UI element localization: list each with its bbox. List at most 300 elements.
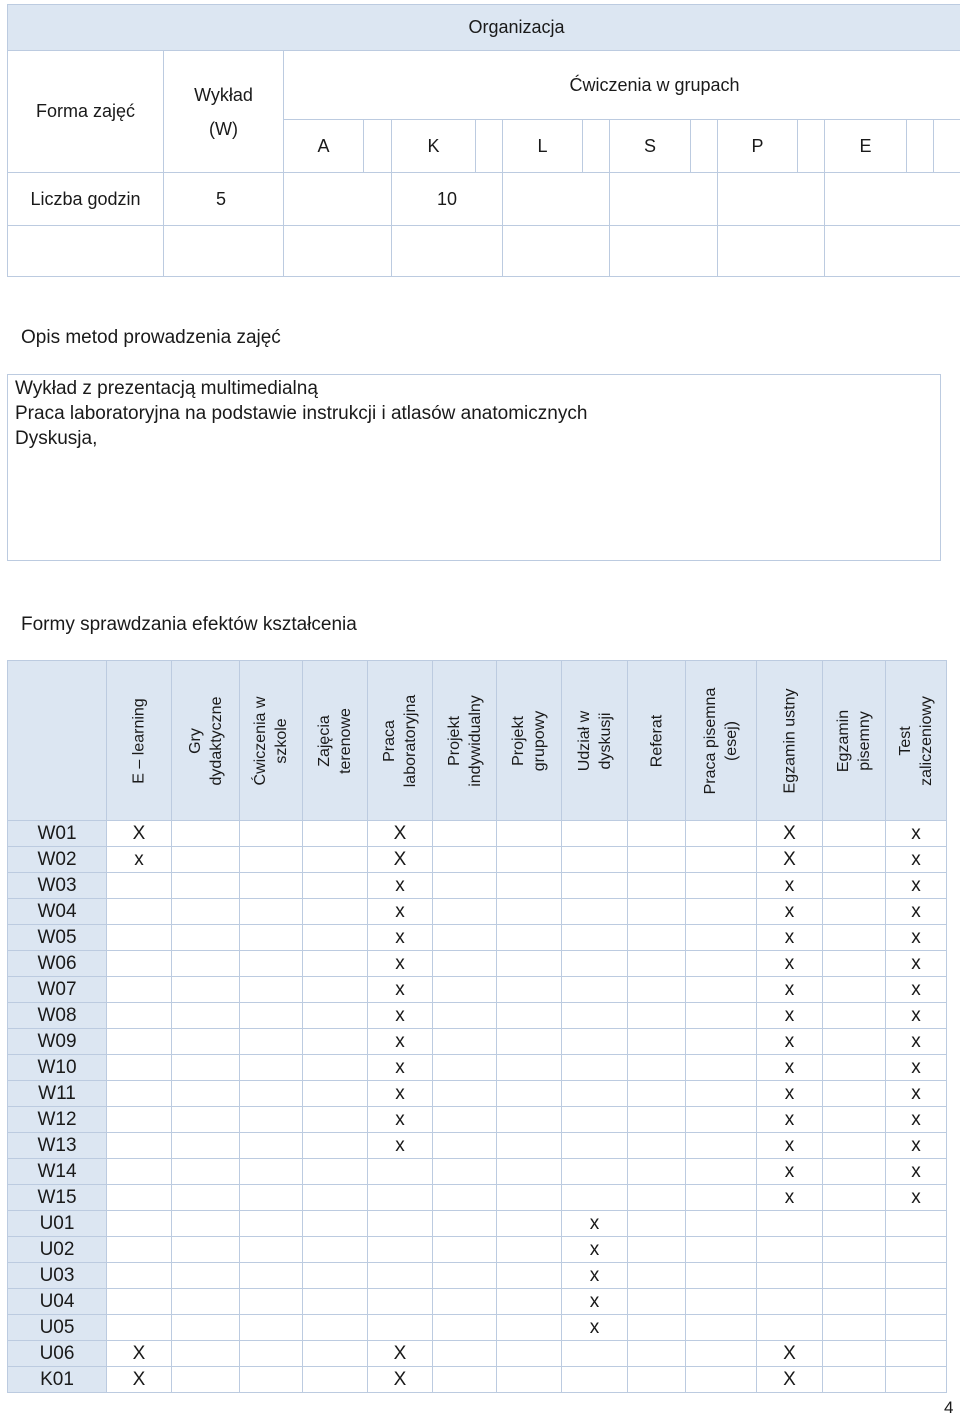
mark-cell [757, 1237, 823, 1263]
mark-cell [172, 1237, 240, 1263]
table-row [8, 1367, 947, 1393]
mark-cell [172, 1055, 240, 1081]
mark-cell [628, 1263, 686, 1289]
mark-cell: x [562, 1211, 628, 1237]
mark-cell: X [107, 1341, 172, 1367]
mark-cell [368, 1185, 433, 1211]
mark-cell [107, 1237, 172, 1263]
mark-cell [823, 1159, 886, 1185]
organizacja-table [7, 4, 960, 277]
mark-cell [823, 847, 886, 873]
mark-cell [628, 847, 686, 873]
mark-cell: x [886, 1029, 947, 1055]
mark-cell: x [757, 1081, 823, 1107]
column-header-label: Praca laboratoryjna [381, 694, 419, 787]
mark-cell: x [368, 951, 433, 977]
mark-cell [823, 1081, 886, 1107]
mark-cell [240, 1315, 303, 1341]
mark-cell [823, 1211, 886, 1237]
mark-cell [107, 1159, 172, 1185]
mark-cell [433, 847, 497, 873]
mark-cell [497, 1185, 562, 1211]
mark-cell [172, 1211, 240, 1237]
mark-cell [172, 1107, 240, 1133]
corner-cell [8, 661, 107, 821]
mark-cell [240, 1133, 303, 1159]
row-label: W09 [8, 1029, 107, 1055]
mark-cell [628, 1133, 686, 1159]
mark-cell [240, 1003, 303, 1029]
mark-cell: x [107, 847, 172, 873]
column-header [368, 661, 433, 821]
mark-cell: x [368, 1081, 433, 1107]
row-label: W06 [8, 951, 107, 977]
mark-cell [303, 1003, 368, 1029]
mark-cell [107, 951, 172, 977]
row-label: W13 [8, 1133, 107, 1159]
mark-cell: X [368, 847, 433, 873]
mark-cell [757, 1289, 823, 1315]
mark-cell: x [886, 899, 947, 925]
mark-cell [172, 821, 240, 847]
mark-cell [172, 1185, 240, 1211]
mark-cell [433, 1211, 497, 1237]
mark-cell [757, 1263, 823, 1289]
mark-cell [562, 1081, 628, 1107]
mark-cell [628, 951, 686, 977]
mark-cell [240, 1367, 303, 1393]
mark-cell: x [757, 899, 823, 925]
mark-cell: x [562, 1315, 628, 1341]
mark-cell: X [368, 1341, 433, 1367]
mark-cell [433, 1159, 497, 1185]
table-row [8, 1107, 947, 1133]
table-row [8, 1159, 947, 1185]
mark-cell [172, 1263, 240, 1289]
column-header [497, 661, 562, 821]
mark-cell [433, 1029, 497, 1055]
mark-cell [562, 1133, 628, 1159]
mark-cell [240, 1107, 303, 1133]
mark-cell [433, 925, 497, 951]
mark-cell [240, 925, 303, 951]
mark-cell [562, 847, 628, 873]
mark-cell [686, 821, 757, 847]
mark-cell [562, 821, 628, 847]
mark-cell [686, 1289, 757, 1315]
mark-cell [628, 873, 686, 899]
table-row [8, 873, 947, 899]
row-label: W02 [8, 847, 107, 873]
row-label: W08 [8, 1003, 107, 1029]
mark-cell [368, 1263, 433, 1289]
mark-cell [107, 1211, 172, 1237]
mark-cell [628, 1341, 686, 1367]
mark-cell: x [757, 925, 823, 951]
mark-cell: X [757, 847, 823, 873]
mark-cell [433, 977, 497, 1003]
mark-cell: X [757, 1341, 823, 1367]
column-header-label: Udział w dyskusji [575, 710, 614, 771]
column-header-label: Zajęcia terenowe [316, 707, 354, 774]
mark-cell: x [368, 977, 433, 1003]
mark-cell: x [562, 1263, 628, 1289]
mark-cell [433, 1237, 497, 1263]
mark-cell [172, 1133, 240, 1159]
mark-cell: x [757, 1133, 823, 1159]
column-header-label: Egzamin pisemny [835, 709, 873, 772]
mark-cell [433, 1367, 497, 1393]
mark-cell [562, 977, 628, 1003]
mark-cell: x [886, 1159, 947, 1185]
liczba-godzin-wyklad: 5 [164, 173, 284, 226]
mark-cell [823, 1341, 886, 1367]
mark-cell [303, 1367, 368, 1393]
mark-cell [686, 1211, 757, 1237]
mark-cell [497, 1107, 562, 1133]
mark-cell [303, 1159, 368, 1185]
mark-cell [433, 899, 497, 925]
mark-cell [107, 925, 172, 951]
mark-cell [107, 1003, 172, 1029]
mark-cell [303, 925, 368, 951]
mark-cell [303, 1237, 368, 1263]
mark-cell: x [886, 1185, 947, 1211]
mark-cell [497, 1289, 562, 1315]
mark-cell [823, 925, 886, 951]
mark-cell [303, 1211, 368, 1237]
mark-cell [303, 1289, 368, 1315]
mark-cell: x [886, 1107, 947, 1133]
mark-cell [823, 977, 886, 1003]
mark-cell [686, 1315, 757, 1341]
mark-cell: x [886, 873, 947, 899]
mark-cell: x [757, 1107, 823, 1133]
mark-cell [240, 1263, 303, 1289]
column-header [686, 661, 757, 821]
table-row [8, 1341, 947, 1367]
mark-cell [628, 1003, 686, 1029]
mark-cell [107, 1185, 172, 1211]
row-label: W15 [8, 1185, 107, 1211]
mark-cell: x [886, 847, 947, 873]
column-header [172, 661, 240, 821]
mark-cell [686, 1003, 757, 1029]
mark-cell [172, 847, 240, 873]
mark-cell [433, 1081, 497, 1107]
mark-cell [757, 1315, 823, 1341]
mark-cell [433, 951, 497, 977]
row-label: W10 [8, 1055, 107, 1081]
mark-cell [823, 1029, 886, 1055]
opis-title: Opis metod prowadzenia zajęć [21, 327, 281, 348]
mark-cell [823, 899, 886, 925]
mark-cell [303, 977, 368, 1003]
mark-cell [497, 1003, 562, 1029]
mark-cell [172, 925, 240, 951]
mark-cell [240, 899, 303, 925]
mark-cell [107, 1133, 172, 1159]
group-l: L [503, 120, 583, 173]
mark-cell: x [368, 899, 433, 925]
mark-cell [562, 1003, 628, 1029]
column-header-label: Test zaliczeniowy [897, 695, 935, 786]
mark-cell: x [886, 1055, 947, 1081]
column-header-label: Referat [648, 714, 665, 767]
mark-cell: x [886, 1003, 947, 1029]
mark-cell [240, 1081, 303, 1107]
mark-cell [562, 899, 628, 925]
mark-cell [107, 1289, 172, 1315]
mark-cell [628, 1029, 686, 1055]
formy-table [7, 660, 947, 1393]
mark-cell [107, 873, 172, 899]
column-header [562, 661, 628, 821]
mark-cell [628, 899, 686, 925]
table-row [8, 1029, 947, 1055]
mark-cell [686, 1133, 757, 1159]
mark-cell: x [757, 951, 823, 977]
mark-cell [686, 899, 757, 925]
mark-cell: x [757, 1185, 823, 1211]
mark-cell [497, 1029, 562, 1055]
mark-cell [628, 1081, 686, 1107]
group-p: P [718, 120, 798, 173]
group-k: K [392, 120, 476, 173]
mark-cell [823, 1315, 886, 1341]
mark-cell [107, 899, 172, 925]
table-row [8, 1081, 947, 1107]
mark-cell [172, 1289, 240, 1315]
mark-cell [303, 847, 368, 873]
mark-cell [686, 925, 757, 951]
mark-cell [562, 1341, 628, 1367]
mark-cell [433, 1133, 497, 1159]
mark-cell [886, 1211, 947, 1237]
mark-cell [497, 977, 562, 1003]
mark-cell [886, 1367, 947, 1393]
mark-cell [686, 1263, 757, 1289]
column-header [628, 661, 686, 821]
mark-cell [172, 977, 240, 1003]
opis-box [7, 374, 941, 561]
mark-cell [433, 1315, 497, 1341]
mark-cell [497, 1133, 562, 1159]
row-label: U04 [8, 1289, 107, 1315]
mark-cell [172, 1367, 240, 1393]
mark-cell [368, 1159, 433, 1185]
mark-cell: x [886, 1081, 947, 1107]
table-row [8, 977, 947, 1003]
mark-cell [240, 1237, 303, 1263]
mark-cell: x [368, 1055, 433, 1081]
column-header [757, 661, 823, 821]
mark-cell [240, 1341, 303, 1367]
mark-cell [433, 821, 497, 847]
mark-cell [686, 1081, 757, 1107]
mark-cell [497, 1237, 562, 1263]
mark-cell [686, 1185, 757, 1211]
mark-cell [368, 1211, 433, 1237]
mark-cell [823, 1289, 886, 1315]
mark-cell [886, 1289, 947, 1315]
mark-cell [497, 1159, 562, 1185]
mark-cell [686, 1055, 757, 1081]
row-label: W12 [8, 1107, 107, 1133]
mark-cell [562, 1367, 628, 1393]
mark-cell [107, 1315, 172, 1341]
column-header [433, 661, 497, 821]
mark-cell: X [107, 1367, 172, 1393]
formy-header-row [8, 661, 947, 821]
table-row [8, 899, 947, 925]
mark-cell [172, 1341, 240, 1367]
mark-cell [172, 951, 240, 977]
mark-cell [107, 1263, 172, 1289]
mark-cell [240, 1055, 303, 1081]
mark-cell [433, 1003, 497, 1029]
table-row [8, 1263, 947, 1289]
row-label: U03 [8, 1263, 107, 1289]
mark-cell [686, 951, 757, 977]
mark-cell [433, 1107, 497, 1133]
cwiczenia-header: Ćwiczenia w grupach [284, 51, 960, 120]
mark-cell: x [757, 1055, 823, 1081]
mark-cell [757, 1211, 823, 1237]
mark-cell [686, 1367, 757, 1393]
row-label: W14 [8, 1159, 107, 1185]
column-header-label: Projekt indywidualny [445, 694, 484, 787]
mark-cell [562, 1159, 628, 1185]
mark-cell [433, 1341, 497, 1367]
mark-cell [240, 951, 303, 977]
column-header-label: E – learning [130, 697, 148, 784]
mark-cell [172, 1159, 240, 1185]
mark-cell [433, 1185, 497, 1211]
mark-cell [823, 1263, 886, 1289]
column-header-label: Projekt grupowy [510, 710, 548, 771]
liczba-godzin-a: 10 [392, 173, 503, 226]
row-label: W01 [8, 821, 107, 847]
mark-cell [433, 1289, 497, 1315]
organizacja-title: Organizacja [8, 5, 960, 51]
mark-cell [303, 821, 368, 847]
wyklad-abbrev: (W) [209, 118, 238, 139]
table-row [8, 1003, 947, 1029]
group-e: E [825, 120, 907, 173]
mark-cell [628, 925, 686, 951]
mark-cell: x [886, 821, 947, 847]
table-row [8, 847, 947, 873]
mark-cell [497, 1081, 562, 1107]
mark-cell [303, 1133, 368, 1159]
mark-cell [562, 951, 628, 977]
mark-cell: X [368, 821, 433, 847]
mark-cell: x [368, 925, 433, 951]
mark-cell [562, 1029, 628, 1055]
mark-cell [303, 873, 368, 899]
mark-cell [823, 873, 886, 899]
row-label: U02 [8, 1237, 107, 1263]
mark-cell [303, 1341, 368, 1367]
mark-cell [628, 1159, 686, 1185]
mark-cell: x [368, 873, 433, 899]
mark-cell [240, 1289, 303, 1315]
mark-cell [240, 821, 303, 847]
mark-cell [628, 1367, 686, 1393]
table-row [8, 1237, 947, 1263]
mark-cell: x [757, 1029, 823, 1055]
mark-cell [172, 1081, 240, 1107]
mark-cell [240, 1029, 303, 1055]
column-header [303, 661, 368, 821]
mark-cell [628, 1211, 686, 1237]
mark-cell [497, 847, 562, 873]
mark-cell [172, 873, 240, 899]
opis-line: Wykład z prezentacją multimedialną [15, 378, 318, 399]
mark-cell: x [886, 951, 947, 977]
formy-body [8, 821, 947, 1393]
mark-cell [562, 1185, 628, 1211]
mark-cell [240, 1159, 303, 1185]
mark-cell [823, 1133, 886, 1159]
mark-cell [823, 1107, 886, 1133]
mark-cell [628, 1237, 686, 1263]
row-label: W11 [8, 1081, 107, 1107]
mark-cell [303, 1263, 368, 1289]
mark-cell [628, 1185, 686, 1211]
mark-cell [497, 873, 562, 899]
mark-cell [240, 847, 303, 873]
mark-cell: X [107, 821, 172, 847]
mark-cell: X [757, 821, 823, 847]
mark-cell [628, 1289, 686, 1315]
mark-cell: X [368, 1367, 433, 1393]
mark-cell [562, 925, 628, 951]
liczba-godzin-label: Liczba godzin [8, 173, 164, 226]
mark-cell [240, 1185, 303, 1211]
mark-cell: x [757, 1159, 823, 1185]
mark-cell [303, 1107, 368, 1133]
mark-cell [172, 1315, 240, 1341]
wyklad-label: Wykład [194, 84, 253, 105]
mark-cell [886, 1263, 947, 1289]
mark-cell [497, 821, 562, 847]
mark-cell: x [368, 1003, 433, 1029]
mark-cell [562, 1055, 628, 1081]
mark-cell [686, 977, 757, 1003]
row-label: W03 [8, 873, 107, 899]
column-header-label: Praca pisemna (esej) [702, 687, 740, 794]
mark-cell [823, 821, 886, 847]
row-label: W07 [8, 977, 107, 1003]
mark-cell: x [757, 1003, 823, 1029]
mark-cell [240, 873, 303, 899]
table-row [8, 821, 947, 847]
mark-cell [303, 1055, 368, 1081]
table-row [8, 1185, 947, 1211]
table-row [8, 1289, 947, 1315]
mark-cell: x [757, 873, 823, 899]
mark-cell [823, 1367, 886, 1393]
mark-cell [172, 1029, 240, 1055]
mark-cell [628, 1315, 686, 1341]
wyklad-header [164, 51, 284, 173]
mark-cell [368, 1289, 433, 1315]
table-row [8, 1055, 947, 1081]
mark-cell [368, 1315, 433, 1341]
opis-line: Dyskusja, [15, 428, 98, 449]
